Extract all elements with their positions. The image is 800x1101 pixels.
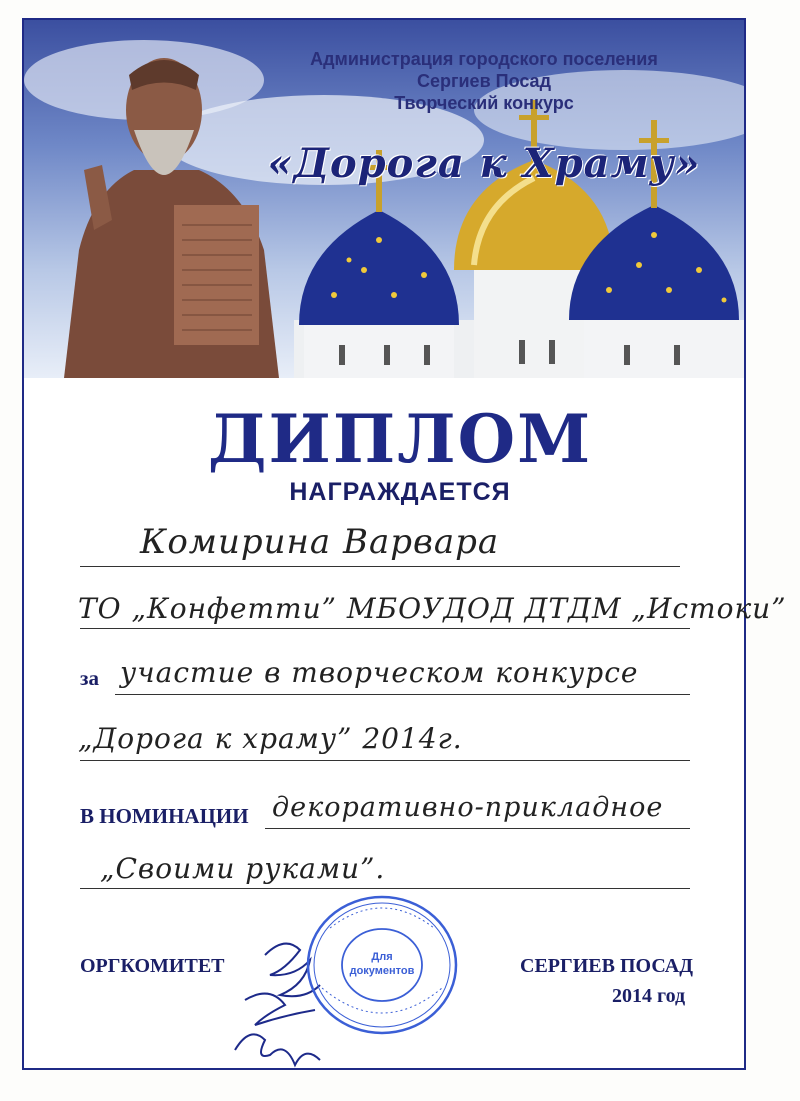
reason-line-1-rule <box>115 694 690 695</box>
nomination-label: В НОМИНАЦИИ <box>80 804 249 828</box>
nomination-line-2: „Своими руками”. <box>100 852 386 885</box>
official-stamp-icon <box>300 888 465 1043</box>
stamp-text-2: документов <box>349 965 415 977</box>
city-label: СЕРГИЕВ ПОСАД <box>520 955 693 977</box>
for-label: за <box>80 666 99 690</box>
nomination-line-1: декоративно-прикладное <box>272 792 664 823</box>
contest-name: «Дорога к Храму» <box>267 140 701 187</box>
reason-line-2: „Дорога к храму” 2014г. <box>78 722 463 755</box>
organization-text: ТО „Конфетти” МБОУДОД ДТДМ „Истоки” <box>78 592 787 625</box>
nomination-line-1-rule <box>265 828 690 829</box>
diploma-title: ДИПЛОМ <box>207 400 593 478</box>
organization-line <box>80 628 690 629</box>
stamp-text-1: Для <box>371 951 393 963</box>
committee-label: ОРГКОМИТЕТ <box>80 955 225 977</box>
year-label: 2014 год <box>612 985 686 1007</box>
reason-line-2-rule <box>80 760 690 761</box>
awarded-label: НАГРАЖДАЕТСЯ <box>289 478 511 506</box>
recipient-name: Комирина Варвара <box>140 522 500 562</box>
header-illustration <box>24 20 744 378</box>
reason-line-1: участие в творческом конкурсе <box>120 656 639 689</box>
admin-line-1: Администрация городского поселения <box>310 49 658 69</box>
recipient-line <box>80 566 680 567</box>
admin-line-2: Сергиев Посад <box>416 71 551 91</box>
admin-line-3: Творческий конкурс <box>394 93 574 113</box>
